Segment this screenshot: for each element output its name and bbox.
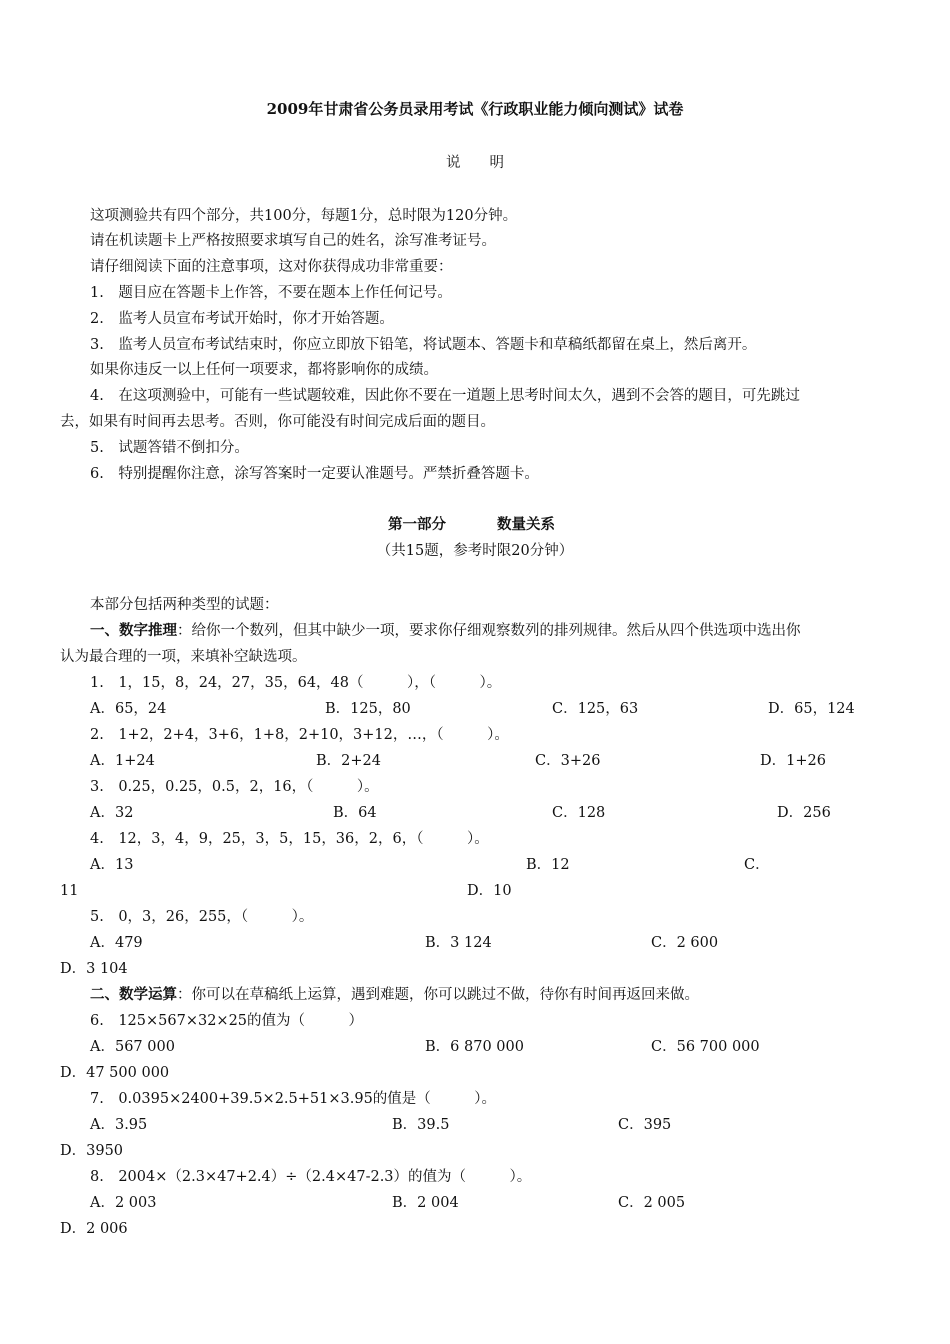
question-stem: 5. 0，3，26，255，（ ）。 [90, 909, 314, 925]
question-stem: 8. 2004×（2.3×47+2.4）÷（2.4×47-2.3）的值为（ ）。 [90, 1169, 532, 1185]
option-b: B．12 [526, 857, 570, 873]
section2-heading [90, 985, 699, 1005]
option-c: C．56 700 000 [651, 1039, 760, 1055]
part1-title: 第一部分 [388, 516, 446, 533]
option-a: A．32 [90, 805, 134, 821]
option-d: D．2 006 [60, 1221, 128, 1237]
option-b: B．39.5 [392, 1117, 450, 1133]
option-d: D．1+26 [760, 753, 826, 769]
intro-line: 2. 监考人员宣布考试开始时，你才开始答题。 [90, 311, 394, 327]
intro-line: 请仔细阅读下面的注意事项，这对你获得成功非常重要： [90, 259, 453, 275]
section2-label: 二、数学运算 [90, 986, 177, 1003]
question-stem: 3. 0.25，0.25，0.5，2，16，（ ）。 [90, 779, 379, 795]
option-d: D．3950 [60, 1143, 124, 1159]
option-c: C．125，63 [552, 701, 639, 717]
option-b: B．6 870 000 [425, 1039, 524, 1055]
part1-subject: 数量关系 [497, 516, 555, 533]
option-d: D．47 500 000 [60, 1065, 170, 1081]
intro-line: 5. 试题答错不倒扣分。 [90, 440, 249, 456]
section1-text: ：给你一个数列，但其中缺少一项，要求你仔细观察数列的排列规律。然后从四个供选项中选出你 [177, 623, 801, 639]
option-a: A．479 [90, 935, 143, 951]
intro-line: 这项测验共有四个部分，共100分，每题1分，总时限为120分钟。 [90, 208, 518, 224]
option-c: C．2 600 [651, 935, 719, 951]
part1-subtitle: （共15题，参考时限20分钟） [376, 543, 574, 559]
option-b: B．3 124 [425, 935, 492, 951]
option-a: A．13 [90, 857, 134, 873]
question-stem: 6. 125×567×32×25的值为（ ） [90, 1013, 364, 1029]
option-a: A．65，24 [90, 701, 167, 717]
option-a: A．2 003 [90, 1195, 157, 1211]
intro-line: 1. 题目应在答题卡上作答，不要在题本上作任何记号。 [90, 285, 452, 301]
option-b: B．125，80 [325, 701, 411, 717]
option-c: C．2 005 [618, 1195, 686, 1211]
question-stem: 1. 1，15，8，24，27，35，64，48（ ），（ ）。 [90, 675, 502, 691]
part1-intro: 本部分包括两种类型的试题： [90, 597, 279, 613]
option-c-value: 11 [60, 883, 79, 899]
section1-text-cont: 认为最合理的一项，来填补空缺选项。 [60, 649, 307, 665]
intro-line: 请在机读题卡上严格按照要求填写自己的姓名，涂写准考证号。 [90, 233, 496, 249]
option-d: D．65，124 [768, 701, 855, 717]
intro-line: 去，如果有时间再去思考。否则，你可能没有时间完成后面的题目。 [60, 414, 495, 430]
intro-line: 如果你违反一以上任何一项要求，都将影响你的成绩。 [90, 362, 438, 378]
intro-line: 6. 特别提醒你注意，涂写答案时一定要认准题号。严禁折叠答题卡。 [90, 466, 539, 482]
section1-heading [90, 621, 801, 641]
intro-line: 4. 在这项测验中，可能有一些试题较难，因此你不要在一道题上思考时间太久，遇到不会答的题目，可先跳过 [90, 388, 800, 404]
option-d: D．256 [777, 805, 831, 821]
instructions-heading: 说 明 [446, 155, 504, 171]
option-c: C．395 [618, 1117, 672, 1133]
question-stem: 2. 1+2，2+4，3+6，1+8，2+10，3+12，…，（ ）。 [90, 727, 509, 743]
option-a: A．1+24 [90, 753, 155, 769]
option-a: A．567 000 [90, 1039, 175, 1055]
option-d: D．3 104 [60, 961, 128, 977]
option-d: D．10 [467, 883, 512, 899]
option-c: C． [744, 857, 770, 873]
option-b: B．2 004 [392, 1195, 459, 1211]
intro-line: 3. 监考人员宣布考试结束时，你应立即放下铅笔，将试题本、答题卡和草稿纸都留在桌上，然后离开。 [90, 337, 757, 353]
option-c: C．3+26 [535, 753, 601, 769]
section1-label: 一、数字推理 [90, 622, 177, 639]
option-b: B．64 [333, 805, 377, 821]
section2-text: ：你可以在草稿纸上运算，遇到难题，你可以跳过不做，待你有时间再返回来做。 [177, 987, 699, 1003]
exam-title: 2009年甘肃省公务员录用考试《行政职业能力倾向测试》试卷 [266, 100, 684, 118]
question-stem: 4. 12，3，4，9，25，3，5，15，36，2，6，（ ）。 [90, 831, 489, 847]
option-c: C．128 [552, 805, 606, 821]
option-a: A．3.95 [90, 1117, 148, 1133]
option-b: B．2+24 [316, 753, 381, 769]
question-stem: 7. 0.0395×2400+39.5×2.5+51×3.95的值是（ ）。 [90, 1091, 497, 1107]
